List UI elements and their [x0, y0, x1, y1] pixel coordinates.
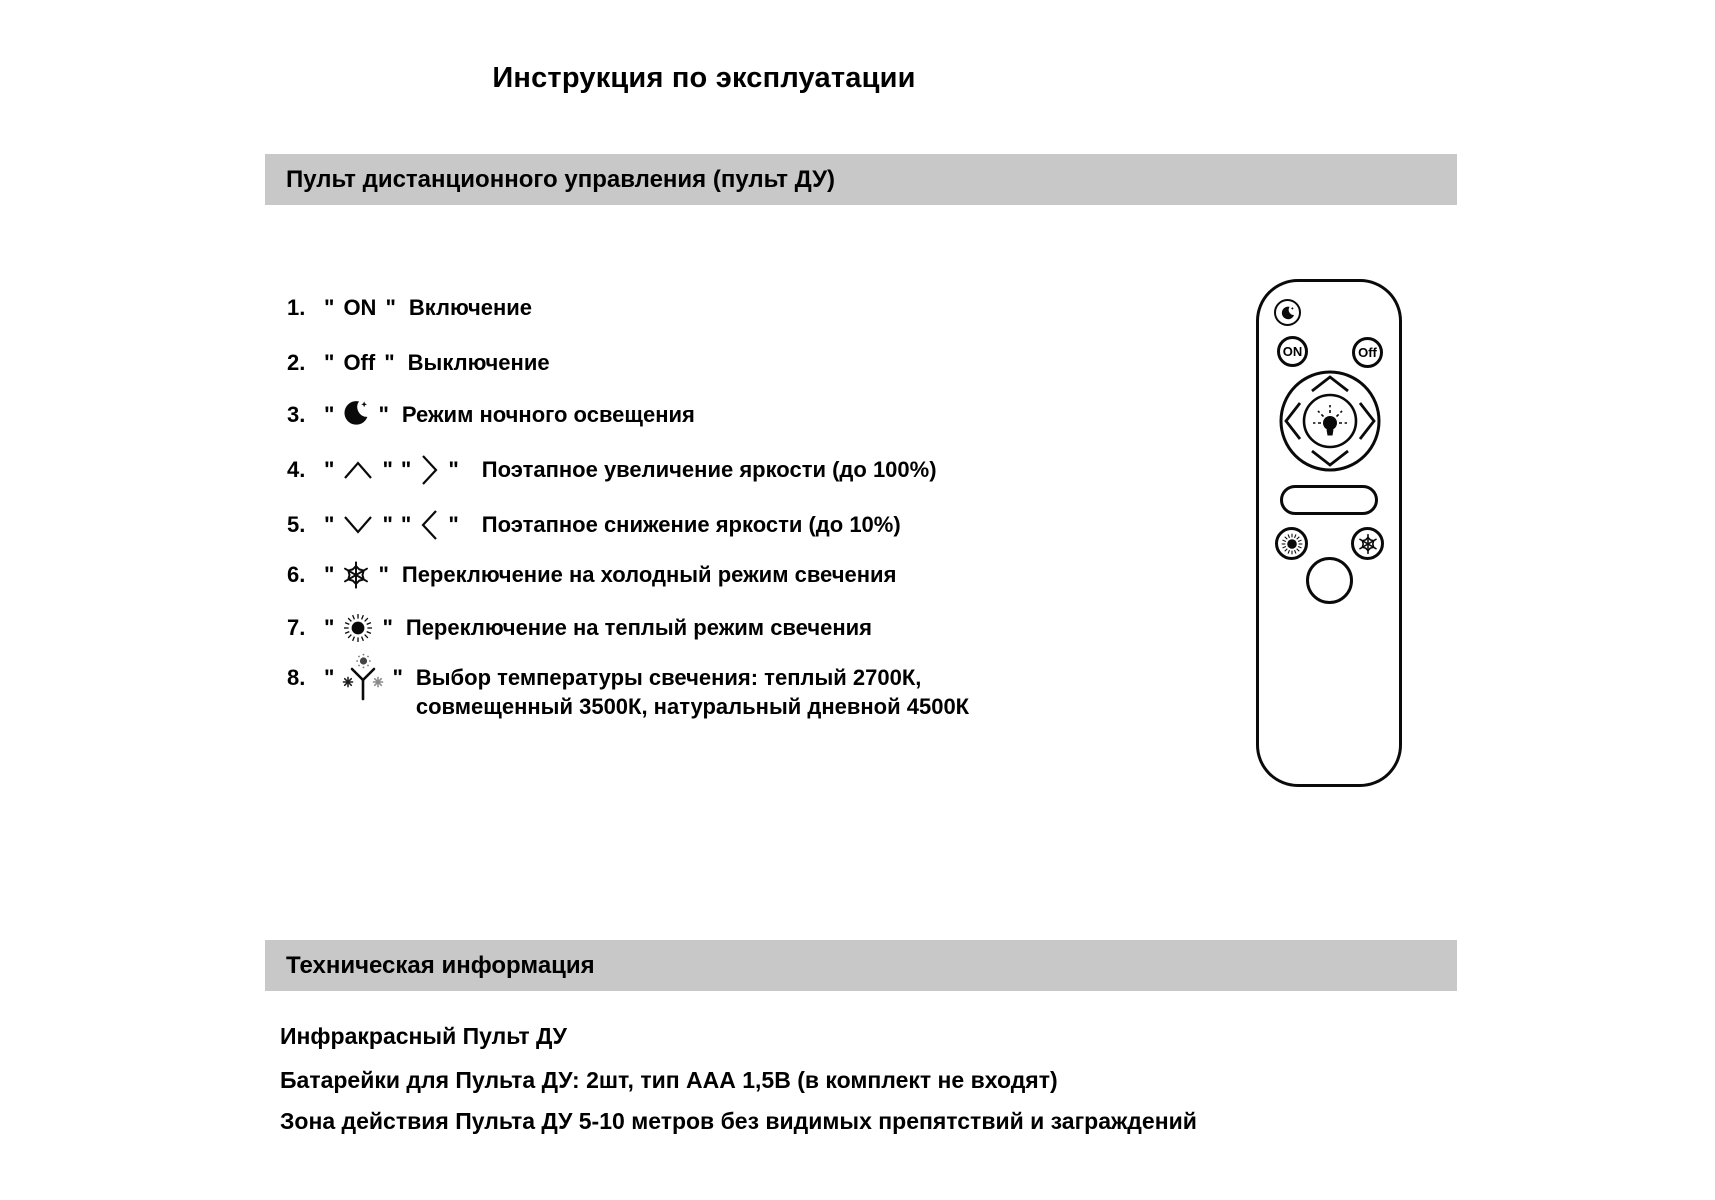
sun-icon: [1280, 532, 1304, 556]
item-number: 7.: [287, 615, 306, 640]
quote-mark: ": [448, 512, 459, 537]
chevron-left-icon: [1286, 403, 1300, 439]
section-heading-tech: Техническая информация: [265, 940, 1457, 991]
item-number: 6.: [287, 562, 306, 587]
item-number: 4.: [287, 457, 306, 482]
quote-mark: ": [324, 562, 335, 587]
quote-mark: ": [324, 665, 335, 690]
item-number: 1.: [287, 295, 306, 320]
night-mode-button: [1274, 299, 1301, 326]
warm-light-button: [1275, 527, 1308, 560]
chevron-up-icon: [1312, 377, 1348, 391]
item-label-multiline: [416, 663, 969, 721]
quote-mark: ": [324, 615, 335, 640]
sun-icon: [341, 611, 375, 645]
quote-mark: ": [324, 402, 335, 427]
chevron-down-icon: [1312, 451, 1348, 465]
chevron-down-icon: [343, 515, 373, 535]
mini-snowflake-left: [344, 677, 353, 686]
quote-mark: ": [324, 295, 335, 320]
quote-mark: ": [324, 350, 335, 375]
snowflake-icon: [1357, 533, 1379, 555]
item-number: 8.: [287, 665, 306, 690]
chevron-left-icon: [420, 508, 439, 542]
chevron-right-icon: [1360, 403, 1374, 439]
item-label: Режим ночного освещения: [401, 402, 695, 427]
instruction-item-color-temperature: [287, 663, 969, 721]
quote-mark: ": [382, 615, 393, 640]
item-label: Включение: [408, 295, 533, 320]
chevron-right-icon: [420, 453, 439, 487]
item-number: 5.: [287, 512, 306, 537]
on-button: [1277, 336, 1308, 367]
item-label-line2: совмещенный 3500К, натуральный дневной 4500К: [415, 694, 970, 719]
quote-mark: ": [400, 512, 412, 537]
tech-info-line: Инфракрасный Пульт ДУ: [280, 1023, 567, 1049]
page-title: Инструкция по эксплуатации: [492, 62, 916, 94]
item-label: Переключение на холодный режим свечения: [401, 562, 897, 587]
instruction-item-brightness-down: [287, 508, 901, 542]
tech-info-line: Зона действия Пульта ДУ 5-10 метров без видимых препятствий и заграждений: [280, 1108, 1197, 1134]
round-button: [1306, 557, 1353, 604]
color-temperature-icon: [341, 653, 385, 701]
pill-button: [1280, 485, 1378, 515]
instruction-item-on: [287, 291, 532, 325]
instruction-item-off: [287, 346, 550, 380]
mini-sun: [357, 654, 372, 669]
item-label: Поэтапное снижение яркости (до 10%): [481, 512, 901, 537]
moon-icon: [1280, 305, 1296, 321]
item-label-line1: Выбор температуры свечения: теплый 2700К,: [415, 665, 922, 690]
quote-mark: ": [400, 457, 412, 482]
on-button-label: ON: [1282, 344, 1303, 359]
dpad-control: [1278, 369, 1382, 473]
quote-mark: ": [324, 457, 335, 482]
chevron-up-icon: [343, 460, 373, 480]
snowflake-icon: [341, 560, 371, 590]
quote-mark: ": [378, 402, 389, 427]
off-button: [1352, 337, 1383, 368]
item-label: Переключение на теплый режим свечения: [405, 615, 873, 640]
item-label: Выключение: [407, 350, 550, 375]
mini-snowflake-right: [374, 677, 383, 686]
instruction-item-night-mode: [287, 398, 695, 432]
quote-mark: ": [384, 350, 395, 375]
on-symbol: ON: [343, 295, 377, 320]
tech-info-line: Батарейки для Пульта ДУ: 2шт, тип ААА 1,5В (в комплект не входят): [280, 1067, 1058, 1093]
quote-mark: ": [378, 562, 389, 587]
item-number: 2.: [287, 350, 306, 375]
quote-mark: ": [382, 457, 393, 482]
instruction-item-cold-mode: [287, 558, 896, 592]
quote-mark: ": [392, 665, 403, 690]
off-button-label: Off: [1358, 345, 1377, 360]
remote-control-illustration: [1256, 279, 1402, 787]
quote-mark: ": [382, 512, 393, 537]
section-heading-remote: Пульт дистанционного управления (пульт ДУ): [265, 154, 1457, 205]
instruction-item-brightness-up: [287, 453, 937, 487]
light-bulb-icon: [1313, 405, 1347, 436]
quote-mark: ": [385, 295, 396, 320]
off-symbol: Off: [343, 350, 376, 375]
cold-light-button: [1351, 527, 1384, 560]
quote-mark: ": [324, 512, 335, 537]
quote-mark: ": [448, 457, 459, 482]
moon-icon: [341, 398, 371, 428]
item-label: Поэтапное увеличение яркости (до 100%): [481, 457, 937, 482]
item-number: 3.: [287, 402, 306, 427]
instruction-item-warm-mode: [287, 611, 872, 645]
